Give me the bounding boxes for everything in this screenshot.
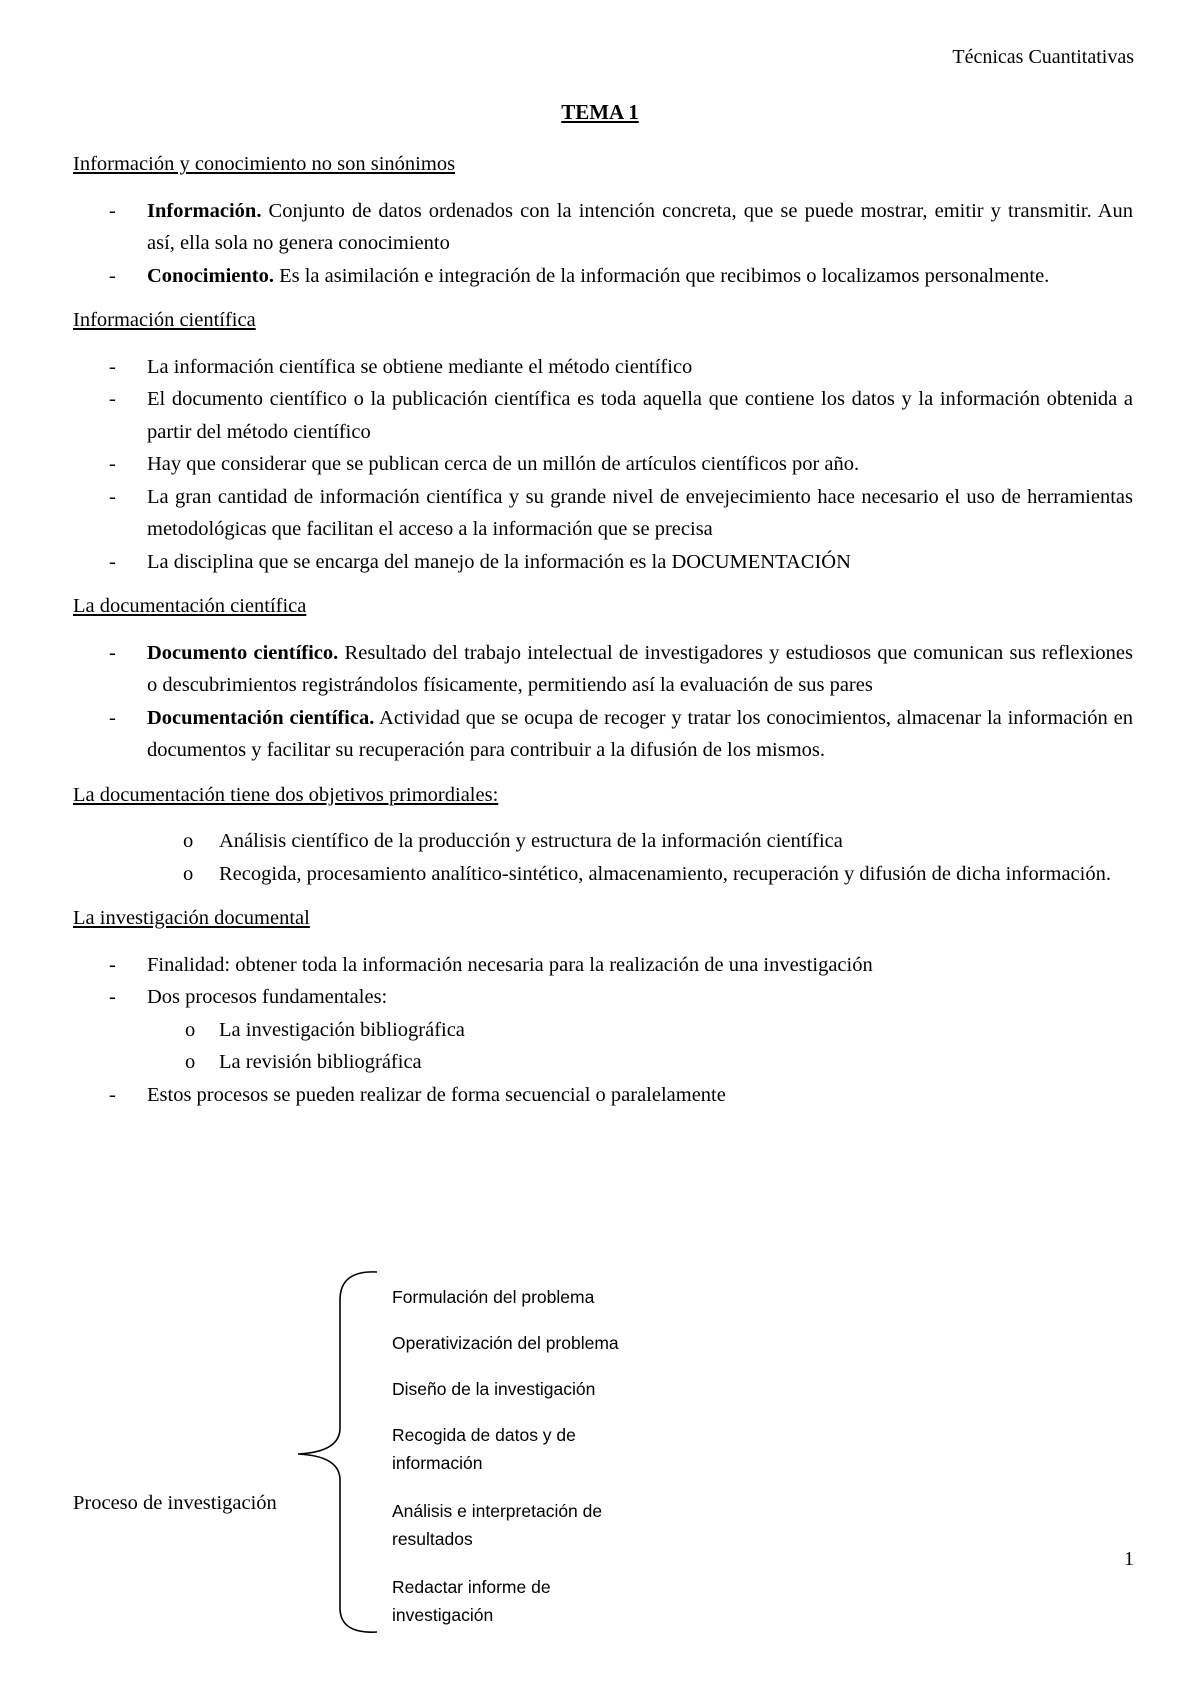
section-heading: La documentación científica: [73, 595, 307, 617]
stage-item: Operativización del problema: [392, 1333, 619, 1353]
list-item: - Estos procesos se pueden realizar de forma secuencial o paralelamente: [73, 1079, 1133, 1112]
stage-item: Formulación del problema: [392, 1287, 595, 1307]
term: Documento científico.: [147, 641, 339, 664]
list-item: - La gran cantidad de información científica y su grande nivel de envejecimiento hace necesario el uso de herramientas metodológicas que facilitan el acceso a la información que se precisa: [73, 481, 1133, 546]
definition: Es la asimilación e integración de la información que recibimos o localizamos personalmente.: [273, 264, 1050, 287]
term: Información.: [147, 199, 262, 222]
page-number: 1: [1124, 1548, 1134, 1570]
stage-item: Análisis e interpretación de resultados: [392, 1501, 603, 1549]
list-item: - El documento científico o la publicación científica es toda aquella que contiene los datos y la información obtenida a partir del método científico: [73, 383, 1133, 448]
list-item: - Hay que considerar que se publican cerca de un millón de artículos científicos por año.: [73, 448, 1133, 481]
list-item: o Recogida, procesamiento analítico-sintético, almacenamiento, recuperación y difusión de dicha información.: [73, 858, 1133, 891]
list-item-text: Dos procesos fundamentales:: [147, 986, 388, 1008]
list-item: - La información científica se obtiene mediante el método científico: [73, 351, 1133, 384]
term: Conocimiento.: [147, 264, 274, 287]
list-item: - Finalidad: obtener toda la información necesaria para la realización de una investigación: [73, 949, 1133, 982]
list-item: o Análisis científico de la producción y estructura de la información científica: [73, 825, 1133, 858]
definition: Resultado del trabajo intelectual de investigadores y estudiosos que comunican sus reflexiones o descubrimientos registrándolos físicamente, permitiendo así la evaluación de sus pares: [147, 641, 1133, 696]
sub-list-item: o La revisión bibliográfica: [147, 1046, 1133, 1079]
section-heading: Información científica: [73, 309, 256, 331]
running-header: Técnicas Cuantitativas: [952, 46, 1134, 68]
stage-item: Recogida de datos y de información: [392, 1425, 576, 1473]
page-title: TEMA 1: [561, 100, 639, 124]
diagram-label: Proceso de investigación: [73, 1492, 277, 1514]
definition: Actividad que se ocupa de recoger y tratar los conocimientos, almacenar la información en documentos y facilitar su recuperación para contribuir a la difusión de los mismos.: [147, 706, 1133, 761]
sub-list-item: o La investigación bibliográfica: [147, 1014, 1133, 1047]
definition: Conjunto de datos ordenados con la intención concreta, que se puede mostrar, emitir y transmitir. Aun así, ella sola no genera conocimiento: [147, 199, 1133, 254]
list-item: - La disciplina que se encarga del manejo de la información es la DOCUMENTACIÓN: [73, 546, 1133, 579]
stage-item: Redactar informe de investigación: [392, 1577, 551, 1625]
term: Documentación científica.: [147, 706, 375, 729]
section-heading: Información y conocimiento no son sinónimos: [73, 153, 456, 175]
stage-item: Diseño de la investigación: [392, 1379, 596, 1399]
section-heading: La investigación documental: [73, 907, 310, 929]
section-heading: La documentación tiene dos objetivos primordiales:: [73, 783, 499, 806]
